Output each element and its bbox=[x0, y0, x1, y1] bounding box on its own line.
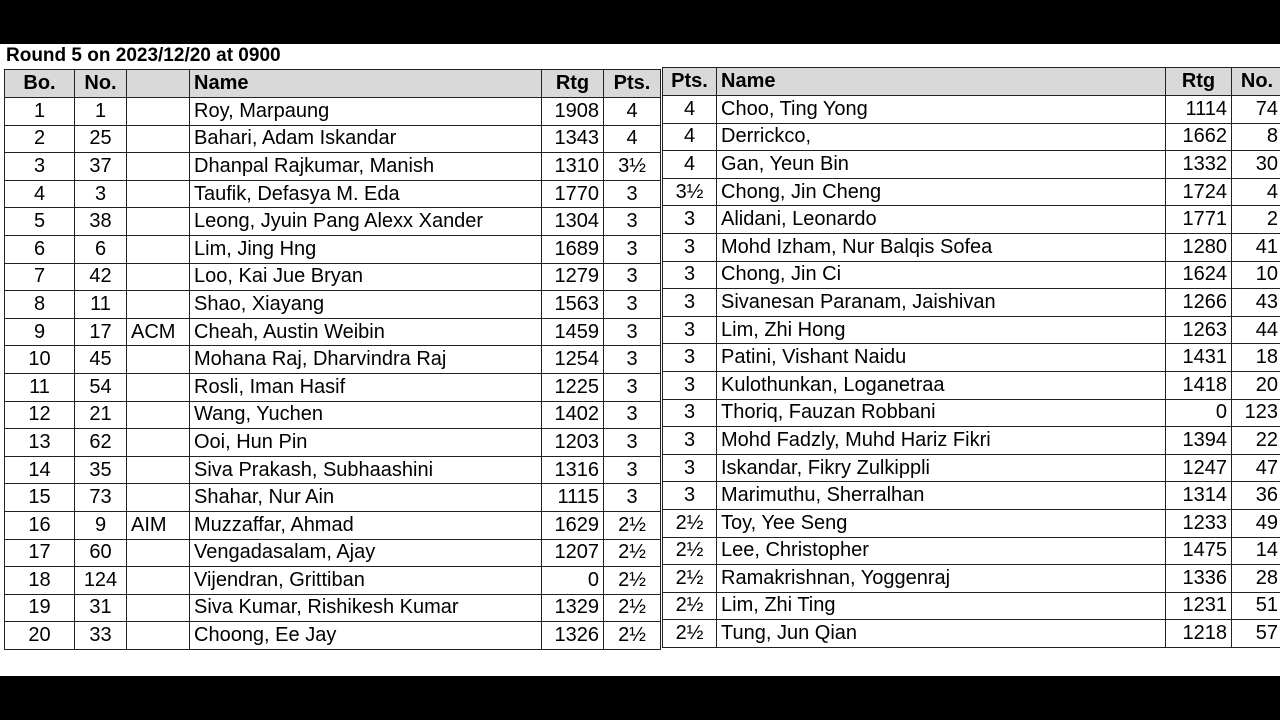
rating-cell: 0 bbox=[1166, 399, 1232, 427]
player-title-cell bbox=[127, 235, 190, 263]
player-no-cell: 10 bbox=[1232, 261, 1280, 289]
table-row bbox=[5, 429, 661, 457]
rating-cell: 1310 bbox=[542, 153, 604, 181]
player-title-cell: ACM bbox=[127, 318, 190, 346]
player-no-cell: 25 bbox=[75, 125, 127, 153]
points-cell: 4 bbox=[604, 125, 661, 153]
player-no-cell: 124 bbox=[75, 567, 127, 595]
player-no-cell: 60 bbox=[75, 539, 127, 567]
board-cell: 3 bbox=[5, 153, 75, 181]
table-row bbox=[663, 206, 1280, 234]
rating-cell: 1254 bbox=[542, 346, 604, 374]
board-cell: 2 bbox=[5, 125, 75, 153]
player-name-cell: Sivanesan Paranam, Jaishivan bbox=[717, 289, 1166, 317]
header-points: Pts. bbox=[663, 68, 717, 96]
player-no-cell: 44 bbox=[1232, 316, 1280, 344]
rating-cell: 1336 bbox=[1166, 565, 1232, 593]
points-cell: 3 bbox=[663, 344, 717, 372]
points-cell: 2½ bbox=[663, 592, 717, 620]
points-cell: 2½ bbox=[663, 509, 717, 537]
table-row bbox=[5, 153, 661, 181]
player-title-cell bbox=[127, 429, 190, 457]
points-cell: 3 bbox=[663, 371, 717, 399]
rating-cell: 1279 bbox=[542, 263, 604, 291]
board-cell: 19 bbox=[5, 594, 75, 622]
white-players-body bbox=[5, 98, 661, 650]
player-no-cell: 43 bbox=[1232, 289, 1280, 317]
rating-cell: 1304 bbox=[542, 208, 604, 236]
rating-cell: 1771 bbox=[1166, 206, 1232, 234]
player-no-cell: 42 bbox=[75, 263, 127, 291]
table-row bbox=[663, 178, 1280, 206]
table-row bbox=[5, 235, 661, 263]
points-cell: 3 bbox=[604, 263, 661, 291]
table-row bbox=[663, 233, 1280, 261]
player-no-cell: 36 bbox=[1232, 482, 1280, 510]
table-row bbox=[663, 316, 1280, 344]
player-name-cell: Siva Kumar, Rishikesh Kumar bbox=[190, 594, 542, 622]
player-no-cell: 33 bbox=[75, 622, 127, 650]
player-title-cell bbox=[127, 208, 190, 236]
rating-cell: 1431 bbox=[1166, 344, 1232, 372]
points-cell: 2½ bbox=[604, 511, 661, 539]
header-rating: Rtg bbox=[1166, 68, 1232, 96]
player-title-cell bbox=[127, 567, 190, 595]
table-row bbox=[5, 567, 661, 595]
player-title-cell bbox=[127, 180, 190, 208]
black-players-body bbox=[663, 96, 1280, 648]
points-cell: 3 bbox=[604, 291, 661, 319]
points-cell: 3 bbox=[604, 235, 661, 263]
player-title-cell: AIM bbox=[127, 511, 190, 539]
header-points: Pts. bbox=[604, 70, 661, 98]
player-name-cell: Chong, Jin Ci bbox=[717, 261, 1166, 289]
board-cell: 6 bbox=[5, 235, 75, 263]
table-row bbox=[663, 620, 1280, 648]
player-no-cell: 8 bbox=[1232, 123, 1280, 151]
board-cell: 17 bbox=[5, 539, 75, 567]
header-rating: Rtg bbox=[542, 70, 604, 98]
points-cell: 2½ bbox=[604, 539, 661, 567]
player-no-cell: 6 bbox=[75, 235, 127, 263]
rating-cell: 1207 bbox=[542, 539, 604, 567]
player-no-cell: 73 bbox=[75, 484, 127, 512]
points-cell: 3 bbox=[663, 454, 717, 482]
player-no-cell: 51 bbox=[1232, 592, 1280, 620]
player-no-cell: 47 bbox=[1232, 454, 1280, 482]
player-name-cell: Bahari, Adam Iskandar bbox=[190, 125, 542, 153]
player-no-cell: 28 bbox=[1232, 565, 1280, 593]
points-cell: 2½ bbox=[663, 620, 717, 648]
table-row bbox=[5, 484, 661, 512]
player-name-cell: Toy, Yee Seng bbox=[717, 509, 1166, 537]
rating-cell: 1662 bbox=[1166, 123, 1232, 151]
player-name-cell: Rosli, Iman Hasif bbox=[190, 373, 542, 401]
table-row bbox=[663, 371, 1280, 399]
rating-cell: 1314 bbox=[1166, 482, 1232, 510]
player-name-cell: Mohd Fadzly, Muhd Hariz Fikri bbox=[717, 427, 1166, 455]
player-no-cell: 31 bbox=[75, 594, 127, 622]
board-cell: 11 bbox=[5, 373, 75, 401]
points-cell: 3 bbox=[663, 482, 717, 510]
player-no-cell: 1 bbox=[75, 98, 127, 126]
player-no-cell: 11 bbox=[75, 291, 127, 319]
player-name-cell: Choong, Ee Jay bbox=[190, 622, 542, 650]
points-cell: 3 bbox=[604, 429, 661, 457]
rating-cell: 1770 bbox=[542, 180, 604, 208]
board-cell: 4 bbox=[5, 180, 75, 208]
points-cell: 3½ bbox=[663, 178, 717, 206]
player-name-cell: Mohd Izham, Nur Balqis Sofea bbox=[717, 233, 1166, 261]
player-no-cell: 49 bbox=[1232, 509, 1280, 537]
points-cell: 3 bbox=[604, 318, 661, 346]
points-cell: 3 bbox=[604, 208, 661, 236]
table-row bbox=[663, 509, 1280, 537]
player-title-cell bbox=[127, 153, 190, 181]
player-name-cell: Vijendran, Grittiban bbox=[190, 567, 542, 595]
table-row bbox=[5, 98, 661, 126]
header-name: Name bbox=[717, 68, 1166, 96]
points-cell: 4 bbox=[663, 151, 717, 179]
header-title bbox=[127, 70, 190, 98]
player-name-cell: Lee, Christopher bbox=[717, 537, 1166, 565]
pairings-document bbox=[0, 44, 1280, 676]
table-row bbox=[663, 261, 1280, 289]
player-name-cell: Marimuthu, Sherralhan bbox=[717, 482, 1166, 510]
player-name-cell: Lim, Zhi Ting bbox=[717, 592, 1166, 620]
rating-cell: 1280 bbox=[1166, 233, 1232, 261]
table-row bbox=[5, 373, 661, 401]
points-cell: 3 bbox=[604, 346, 661, 374]
board-cell: 1 bbox=[5, 98, 75, 126]
points-cell: 2½ bbox=[604, 567, 661, 595]
header-no: No. bbox=[1232, 68, 1280, 96]
player-no-cell: 3 bbox=[75, 180, 127, 208]
player-name-cell: Ramakrishnan, Yoggenraj bbox=[717, 565, 1166, 593]
rating-cell: 1343 bbox=[542, 125, 604, 153]
player-title-cell bbox=[127, 373, 190, 401]
board-cell: 15 bbox=[5, 484, 75, 512]
player-name-cell: Patini, Vishant Naidu bbox=[717, 344, 1166, 372]
player-title-cell bbox=[127, 125, 190, 153]
player-title-cell bbox=[127, 594, 190, 622]
board-cell: 5 bbox=[5, 208, 75, 236]
board-cell: 13 bbox=[5, 429, 75, 457]
player-no-cell: 2 bbox=[1232, 206, 1280, 234]
table-row bbox=[663, 537, 1280, 565]
round-title: Round 5 on 2023/12/20 at 0900 bbox=[6, 45, 281, 66]
points-cell: 4 bbox=[663, 96, 717, 124]
player-no-cell: 14 bbox=[1232, 537, 1280, 565]
white-players-table bbox=[4, 69, 661, 650]
player-no-cell: 30 bbox=[1232, 151, 1280, 179]
table-header-row bbox=[5, 70, 661, 98]
points-cell: 4 bbox=[663, 123, 717, 151]
player-no-cell: 22 bbox=[1232, 427, 1280, 455]
player-name-cell: Lim, Jing Hng bbox=[190, 235, 542, 263]
player-no-cell: 20 bbox=[1232, 371, 1280, 399]
rating-cell: 1218 bbox=[1166, 620, 1232, 648]
rating-cell: 1115 bbox=[542, 484, 604, 512]
player-no-cell: 123 bbox=[1232, 399, 1280, 427]
player-name-cell: Vengadasalam, Ajay bbox=[190, 539, 542, 567]
table-row bbox=[5, 291, 661, 319]
player-name-cell: Derrickco, bbox=[717, 123, 1166, 151]
points-cell: 3 bbox=[604, 401, 661, 429]
rating-cell: 1263 bbox=[1166, 316, 1232, 344]
points-cell: 3 bbox=[604, 456, 661, 484]
player-name-cell: Loo, Kai Jue Bryan bbox=[190, 263, 542, 291]
rating-cell: 1332 bbox=[1166, 151, 1232, 179]
points-cell: 3 bbox=[663, 427, 717, 455]
rating-cell: 1689 bbox=[542, 235, 604, 263]
table-row bbox=[663, 427, 1280, 455]
rating-cell: 1266 bbox=[1166, 289, 1232, 317]
points-cell: 2½ bbox=[604, 594, 661, 622]
player-no-cell: 21 bbox=[75, 401, 127, 429]
player-name-cell: Roy, Marpaung bbox=[190, 98, 542, 126]
table-row bbox=[663, 454, 1280, 482]
table-row bbox=[5, 539, 661, 567]
table-row bbox=[663, 592, 1280, 620]
points-cell: 2½ bbox=[604, 622, 661, 650]
points-cell: 3 bbox=[663, 399, 717, 427]
rating-cell: 1247 bbox=[1166, 454, 1232, 482]
table-header-row bbox=[663, 68, 1280, 96]
rating-cell: 1394 bbox=[1166, 427, 1232, 455]
rating-cell: 1316 bbox=[542, 456, 604, 484]
table-row bbox=[663, 123, 1280, 151]
player-title-cell bbox=[127, 539, 190, 567]
table-row bbox=[5, 263, 661, 291]
player-title-cell bbox=[127, 484, 190, 512]
board-cell: 14 bbox=[5, 456, 75, 484]
points-cell: 3 bbox=[604, 373, 661, 401]
player-no-cell: 62 bbox=[75, 429, 127, 457]
player-name-cell: Cheah, Austin Weibin bbox=[190, 318, 542, 346]
rating-cell: 1402 bbox=[542, 401, 604, 429]
rating-cell: 1233 bbox=[1166, 509, 1232, 537]
points-cell: 2½ bbox=[663, 565, 717, 593]
player-name-cell: Thoriq, Fauzan Robbani bbox=[717, 399, 1166, 427]
player-name-cell: Ooi, Hun Pin bbox=[190, 429, 542, 457]
points-cell: 2½ bbox=[663, 537, 717, 565]
points-cell: 3 bbox=[663, 316, 717, 344]
board-cell: 18 bbox=[5, 567, 75, 595]
table-row bbox=[663, 151, 1280, 179]
player-no-cell: 41 bbox=[1232, 233, 1280, 261]
rating-cell: 1629 bbox=[542, 511, 604, 539]
rating-cell: 1326 bbox=[542, 622, 604, 650]
player-title-cell bbox=[127, 291, 190, 319]
table-row bbox=[5, 456, 661, 484]
player-no-cell: 54 bbox=[75, 373, 127, 401]
player-no-cell: 38 bbox=[75, 208, 127, 236]
rating-cell: 1231 bbox=[1166, 592, 1232, 620]
player-no-cell: 45 bbox=[75, 346, 127, 374]
player-name-cell: Mohana Raj, Dharvindra Raj bbox=[190, 346, 542, 374]
player-no-cell: 74 bbox=[1232, 96, 1280, 124]
rating-cell: 1203 bbox=[542, 429, 604, 457]
player-name-cell: Dhanpal Rajkumar, Manish bbox=[190, 153, 542, 181]
player-no-cell: 57 bbox=[1232, 620, 1280, 648]
player-title-cell bbox=[127, 622, 190, 650]
player-name-cell: Shao, Xiayang bbox=[190, 291, 542, 319]
table-row bbox=[5, 401, 661, 429]
points-cell: 3 bbox=[604, 180, 661, 208]
player-name-cell: Taufik, Defasya M. Eda bbox=[190, 180, 542, 208]
player-no-cell: 4 bbox=[1232, 178, 1280, 206]
rating-cell: 0 bbox=[542, 567, 604, 595]
board-cell: 12 bbox=[5, 401, 75, 429]
points-cell: 3 bbox=[663, 289, 717, 317]
player-name-cell: Gan, Yeun Bin bbox=[717, 151, 1166, 179]
rating-cell: 1908 bbox=[542, 98, 604, 126]
points-cell: 3½ bbox=[604, 153, 661, 181]
black-players-table bbox=[662, 67, 1280, 648]
player-name-cell: Kulothunkan, Loganetraa bbox=[717, 371, 1166, 399]
table-row bbox=[5, 318, 661, 346]
rating-cell: 1475 bbox=[1166, 537, 1232, 565]
player-name-cell: Wang, Yuchen bbox=[190, 401, 542, 429]
player-name-cell: Iskandar, Fikry Zulkippli bbox=[717, 454, 1166, 482]
board-cell: 16 bbox=[5, 511, 75, 539]
player-title-cell bbox=[127, 263, 190, 291]
player-name-cell: Chong, Jin Cheng bbox=[717, 178, 1166, 206]
points-cell: 3 bbox=[663, 206, 717, 234]
player-name-cell: Tung, Jun Qian bbox=[717, 620, 1166, 648]
table-row bbox=[663, 289, 1280, 317]
player-name-cell: Lim, Zhi Hong bbox=[717, 316, 1166, 344]
rating-cell: 1624 bbox=[1166, 261, 1232, 289]
player-name-cell: Muzzaffar, Ahmad bbox=[190, 511, 542, 539]
player-name-cell: Siva Prakash, Subhaashini bbox=[190, 456, 542, 484]
board-cell: 8 bbox=[5, 291, 75, 319]
rating-cell: 1459 bbox=[542, 318, 604, 346]
player-title-cell bbox=[127, 346, 190, 374]
table-row bbox=[663, 482, 1280, 510]
table-row bbox=[5, 511, 661, 539]
player-name-cell: Choo, Ting Yong bbox=[717, 96, 1166, 124]
player-name-cell: Alidani, Leonardo bbox=[717, 206, 1166, 234]
table-row bbox=[5, 208, 661, 236]
header-no: No. bbox=[75, 70, 127, 98]
header-name: Name bbox=[190, 70, 542, 98]
table-row bbox=[663, 344, 1280, 372]
rating-cell: 1418 bbox=[1166, 371, 1232, 399]
player-title-cell bbox=[127, 456, 190, 484]
board-cell: 20 bbox=[5, 622, 75, 650]
table-row bbox=[5, 125, 661, 153]
player-no-cell: 37 bbox=[75, 153, 127, 181]
board-cell: 9 bbox=[5, 318, 75, 346]
player-no-cell: 17 bbox=[75, 318, 127, 346]
player-title-cell bbox=[127, 98, 190, 126]
player-name-cell: Leong, Jyuin Pang Alexx Xander bbox=[190, 208, 542, 236]
table-row bbox=[5, 346, 661, 374]
rating-cell: 1563 bbox=[542, 291, 604, 319]
table-row bbox=[663, 96, 1280, 124]
header-board: Bo. bbox=[5, 70, 75, 98]
rating-cell: 1329 bbox=[542, 594, 604, 622]
table-row bbox=[5, 180, 661, 208]
table-row bbox=[5, 594, 661, 622]
points-cell: 3 bbox=[663, 261, 717, 289]
points-cell: 3 bbox=[604, 484, 661, 512]
player-no-cell: 18 bbox=[1232, 344, 1280, 372]
board-cell: 7 bbox=[5, 263, 75, 291]
player-name-cell: Shahar, Nur Ain bbox=[190, 484, 542, 512]
points-cell: 3 bbox=[663, 233, 717, 261]
player-title-cell bbox=[127, 401, 190, 429]
table-row bbox=[663, 399, 1280, 427]
player-no-cell: 9 bbox=[75, 511, 127, 539]
points-cell: 4 bbox=[604, 98, 661, 126]
rating-cell: 1225 bbox=[542, 373, 604, 401]
table-row bbox=[663, 565, 1280, 593]
rating-cell: 1724 bbox=[1166, 178, 1232, 206]
rating-cell: 1114 bbox=[1166, 96, 1232, 124]
table-row bbox=[5, 622, 661, 650]
player-no-cell: 35 bbox=[75, 456, 127, 484]
board-cell: 10 bbox=[5, 346, 75, 374]
